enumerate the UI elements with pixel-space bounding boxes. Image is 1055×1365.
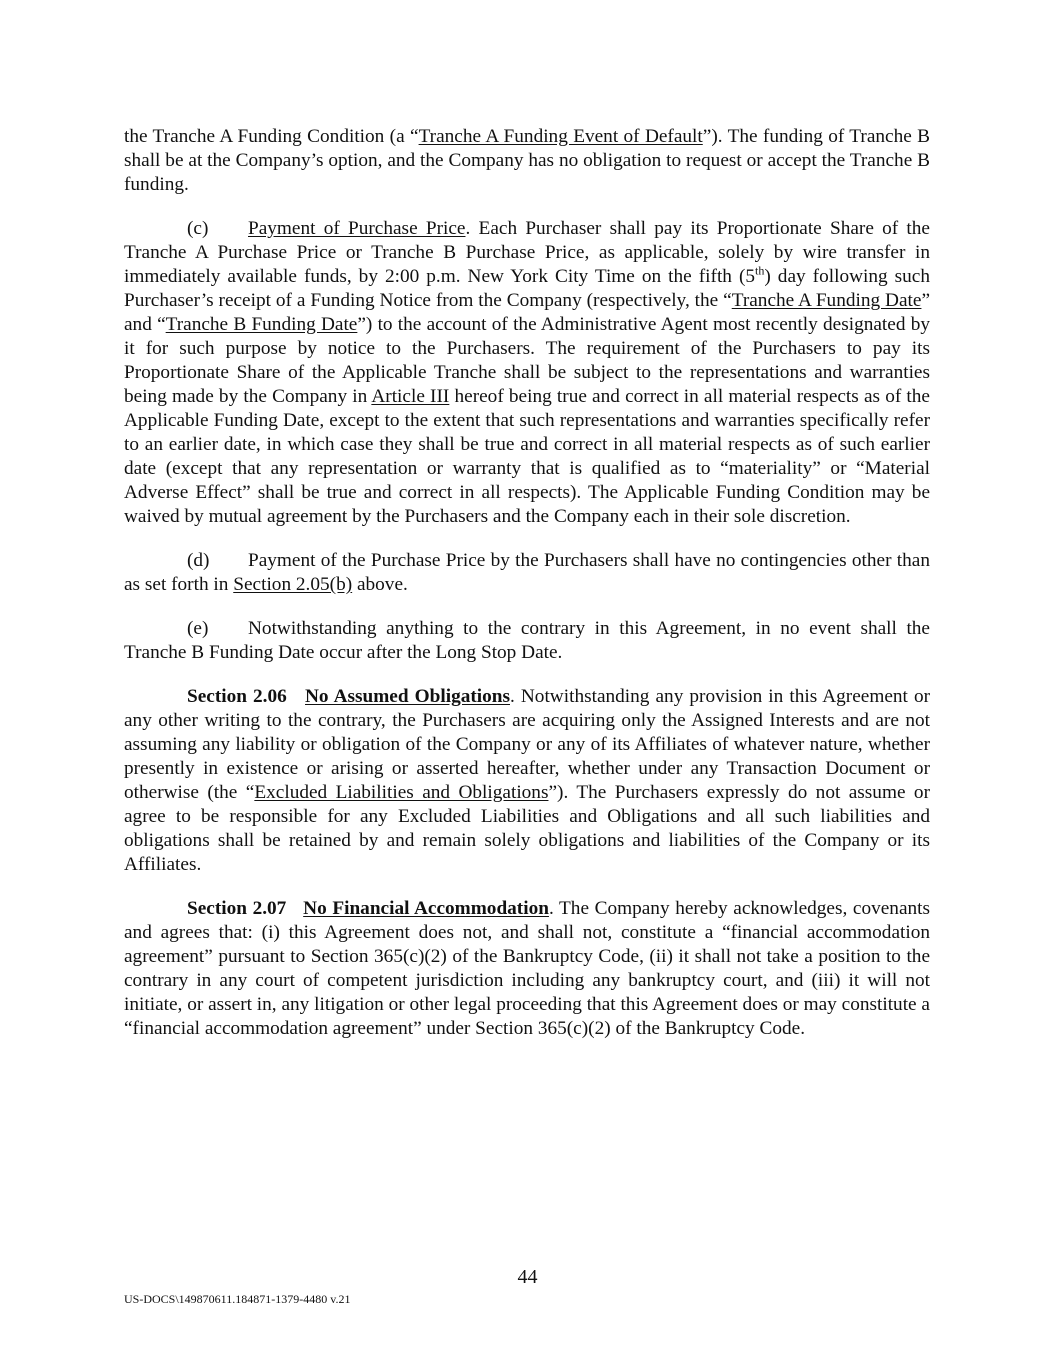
defined-term-tranche-a-funding-date: Tranche A Funding Date [731,290,922,311]
section-2-07 [124,897,930,1041]
document-id: US-DOCS\149870611.184871-1379-4480 v.21 [124,1292,351,1306]
text: ”). The funding of Tranche B shall be at the Company’s option, and the Company has no obligation to request or accept the Tranche B funding. [124,126,930,195]
paragraph-tranche-a-condition [124,125,930,197]
section-number: Section 2.07 [187,898,287,919]
subsection-e [124,617,930,665]
text: ”). The Purchasers expressly do not assume or agree to be responsible for any Excluded Liabilities and Obligations and all such liabilities and obligations shall be retained by and remain solely obligations and liabilities of the Company or its Affiliates. [124,782,930,875]
section-title-no-financial-accommodation: No Financial Accommodation [303,898,549,919]
text: hereof being true and correct in all material respects as of the Applicable Funding Date, except to the extent that such representations and warranties specifically refer to an earlier date, in which case they shall be true and correct in all material respects as of such earlier date (except that any representation or warranty that is qualified as to “materiality” or “Material Adverse Effect” shall be true and correct in all respects). The Applicable Funding Condition may be waived by mutual agreement by the Purchasers and the Company each in their sole discretion. [124,386,930,527]
page-body [124,125,930,1061]
text: ” and “ [124,290,930,335]
page-number: 44 [517,1266,538,1288]
defined-term-tranche-b-funding-date: Tranche B Funding Date [165,314,358,335]
defined-term-excluded-liabilities: Excluded Liabilities and Obligations [254,782,549,803]
subsection-label: (d) [187,550,210,571]
subsection-d [124,549,930,597]
defined-term-tranche-a-funding-event-of-default: Tranche A Funding Event of Default [418,126,703,147]
subsection-heading-payment-of-purchase-price: Payment of Purchase Price [248,218,466,239]
text: ”) to the account of the Administrative Agent most recently designated by it for such purpose by notice to the Purchasers. The requirement of the Purchasers to pay its Proportionate Share of the Applicable Tranche shall be subject to the representations and warranties being made by the Company in [124,314,931,407]
superscript: th [755,263,765,278]
text: ) day following such Purchaser’s receipt of a Funding Notice from the Company (respectively, the “ [124,266,931,311]
section-title-no-assumed-obligations: No Assumed Obligations [305,686,510,707]
text: the Tranche A Funding Condition (a “ [124,126,419,147]
cross-reference-section-2-05-b: Section 2.05(b) [233,574,353,595]
text: . The Company hereby acknowledges, covenants and agrees that: (i) this Agreement does not, and shall not, constitute a “financial accommodation agreement” pursuant to Section 365(c)(2) of the Bankruptcy Code, (ii) it shall not take a position to the contrary in any court of competent jurisdiction including any bankruptcy court, and (iii) it will not initiate, or assert in, any litigation or other legal proceeding that this Agreement does or may constitute a “financial accommodation agreement” under Section 365(c)(2) of the Bankruptcy Code. [124,898,930,1039]
section-2-06 [124,685,930,877]
cross-reference-article-iii: Article III [371,386,450,407]
text: . Each Purchaser shall pay its Proportionate Share of the Tranche A Purchase Price or Tranche B Purchase Price, as applicable, solely by wire transfer in immediately available funds, by 2:00 p.m. New York City Time on the fifth (5 [124,218,930,287]
subsection-label: (c) [187,218,209,239]
subsection-label: (e) [187,618,209,639]
text: above. [352,574,408,595]
section-number: Section 2.06 [187,686,287,707]
text: Payment of the Purchase Price by the Purchasers shall have no contingencies other than as set forth in [124,550,930,595]
text: . Notwithstanding any provision in this Agreement or any other writing to the contrary, the Purchasers are acquiring only the Assigned Interests and are not assuming any liability or obligation of the Company or any of its Affiliates of whatever nature, whether presently in existence or arising or asserted hereafter, whether under any Transaction Document or otherwise (the “ [124,686,931,803]
text: Notwithstanding anything to the contrary in this Agreement, in no event shall the Tranche B Funding Date occur after the Long Stop Date. [124,618,930,663]
subsection-c [124,217,930,529]
